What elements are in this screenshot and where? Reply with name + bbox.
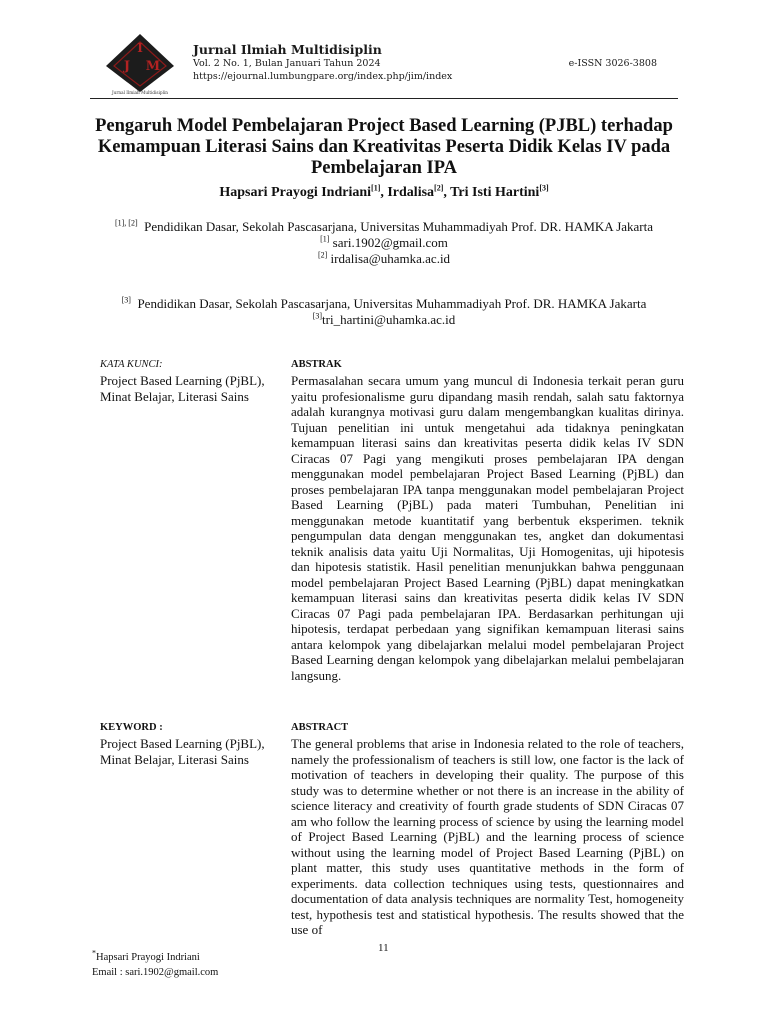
page-number: 11 — [378, 942, 389, 954]
keyword-label: KEYWORD : — [100, 722, 163, 733]
journal-issn: e-ISSN 3026-3808 — [568, 58, 657, 69]
svg-text:M: M — [145, 59, 161, 74]
author-name: Hapsari Prayogi Indriani — [219, 185, 372, 200]
email-sup: [3] — [312, 311, 323, 321]
footnote-marker: * — [92, 948, 96, 958]
affiliation-text: Pendidikan Dasar, Sekolah Pascasarjana, Universitas Muhammadiyah Prof. DR. HAMKA Jakarta — [137, 296, 647, 311]
journal-url[interactable]: https://ejournal.lumbungpare.org/index.php/jim/index — [193, 71, 453, 82]
footnote-name: Hapsari Prayogi Indriani — [96, 952, 200, 963]
abstract-text: The general problems that arise in Indonesia related to the role of teachers, namely the professionalism of teachers is still low, one factor is the lack of motivation of teachers in developing their quality. The purpose of this study was to determine whether or not there is an increase in the ability of science literacy and creativity of fourth grade students of SDN Ciracas 07 am who follow the learning process of science by using the learning model of Project Based Learning (PjBL) and the learning process of science without using the learning model of Project Based Learning (PjBL) on plant matter, this study uses quantitative methods in the form of experiments. data collection techniques using tests, questionnaires and documentation of data analysis techniques are normality Test, homogeneity test, hypothesis test and statistical hypothesis. The results showed that the use of — [291, 736, 684, 936]
author-name: Irdalisa — [387, 185, 435, 200]
affiliation-sup: [3] — [121, 295, 131, 305]
keyword-text: Project Based Learning (PjBL), Minat Belajar, Literasi Sains — [100, 736, 265, 767]
svg-text:J: J — [123, 59, 131, 74]
author-sup: [3] — [539, 183, 549, 193]
svg-text:Jurnal Ilmiah Multidisiplin: Jurnal Ilmiah Multidisiplin — [112, 90, 168, 95]
journal-name: Jurnal Ilmiah Multidisiplin — [193, 42, 382, 57]
header-divider — [90, 98, 678, 99]
author-email[interactable]: sari.1902@gmail.com — [332, 235, 448, 250]
email-sup: [2] — [317, 250, 328, 260]
affiliation-sup: [1], [2] — [114, 218, 138, 228]
affiliation-1 — [100, 219, 668, 267]
email-label: Email : — [92, 967, 123, 978]
journal-logo — [100, 30, 180, 96]
email-sup: [1] — [320, 234, 330, 244]
author-email[interactable]: irdalisa@uhamka.ac.id — [330, 251, 451, 266]
author-sup: [2] — [434, 183, 444, 193]
kata-kunci-label: KATA KUNCI: — [100, 359, 163, 370]
journal-volume: Vol. 2 No. 1, Bulan Januari Tahun 2024 — [193, 58, 381, 69]
svg-text:I: I — [137, 41, 143, 55]
abstract-label: ABSTRACT — [291, 722, 349, 733]
footnote-email — [92, 967, 218, 978]
abstrak-label: ABSTRAK — [291, 359, 342, 370]
corresponding-email[interactable]: sari.1902@gmail.com — [125, 967, 219, 978]
author-name: Tri Isti Hartini — [450, 185, 540, 200]
affiliation-2 — [90, 296, 678, 328]
kata-kunci-text: Project Based Learning (PjBL), Minat Belajar, Literasi Sains — [100, 373, 265, 404]
author-email[interactable]: tri_hartini@uhamka.ac.id — [322, 312, 456, 327]
affiliation-text: Pendidikan Dasar, Sekolah Pascasarjana, Universitas Muhammadiyah Prof. DR. HAMKA Jakarta — [144, 219, 654, 234]
footnote-author — [92, 948, 200, 963]
author-list: Hapsari Prayogi Indriani[1], Irdalisa[2], Tri Isti Hartini[3] — [219, 183, 549, 200]
abstrak-text: Permasalahan secara umum yang muncul di Indonesia terkait peran guru yaitu profesionalisme guru dipandang masih rendah, salah satu faktornya adalah kurangnya motivasi guru dalam mengembangkan kualitas dirinya. Tujuan penelitian ini untuk mengetahui ada tidaknya peningkatan kemampuan literasi sains dan kreativitas peserta didik kelas IV SDN Ciracas 07 Pagi yang mengikuti proses pembelajaran IPA dengan menggunakan model pembelajaran Project Based Learning (PjBL) dan proses pembelajaran IPA tanpa menggunakan model pembelajaran Project Based Learning (PjBL) pada materi Tumbuhan, Penelitian ini menggunakan metode kuantitatif yang berbentuk eksperimen. teknik pengumpulan data dengan menggunakan tes, angket dan dokumentasi teknik analisis data yaitu Uji Normalitas, Uji Homogenitas, uji hipotesis dan hipotesis statistik. Hasil penelitian menunjukkan bahwa penggunaan model pembelajaran Project Based Learning (PjBL) dapat meningkatkan kemampuan literasi sains dan kreativitas peserta didik kelas IV SDN Ciracas 07 Pagi pada pembelajaran IPA. Berdasarkan perhitungan uji hipotesis, terdapat perbedaan yang signifikan kemampuan literasi sains antara kelompok yang dibelajarkan melalui model pembelajaran Project Based Learning dengan kelompok yang dibelajarkan melalui pembelajaran langsung. — [291, 373, 684, 683]
author-sup: [1] — [371, 183, 381, 193]
paper-title: Pengaruh Model Pembelajaran Project Based Learning (PJBL) terhadap Kemampuan Literasi Sains dan Kreativitas Peserta Didik Kelas IV pada Pembelajaran IPA — [95, 116, 673, 178]
